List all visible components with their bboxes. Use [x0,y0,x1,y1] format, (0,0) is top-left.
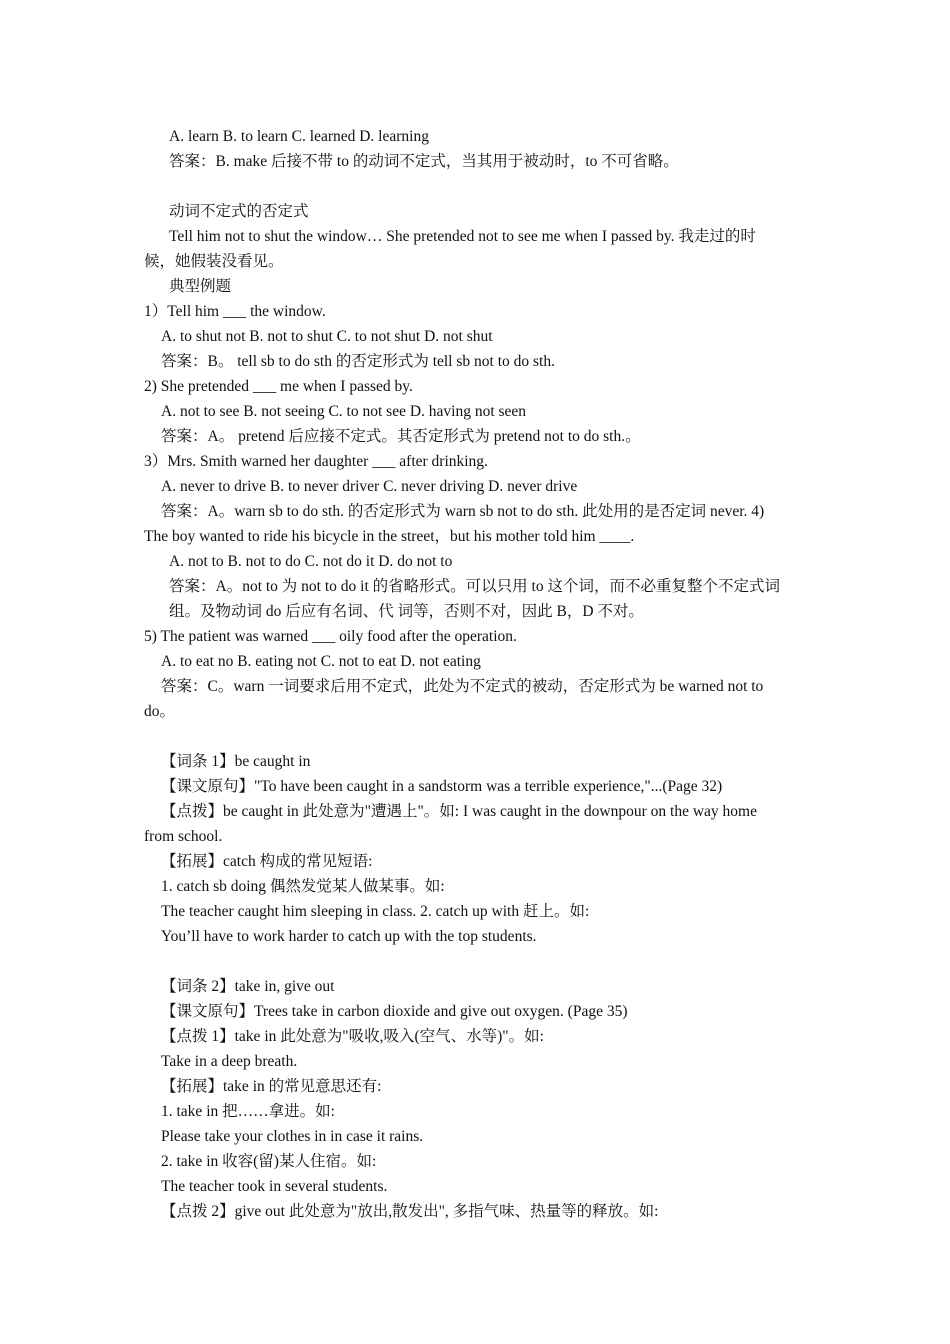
options-line: A. not to see B. not seeing C. to not see D. having not seen [161,403,527,420]
text-line: 答案：B. make 后接不带 to 的动词不定式，当其用于被动时，to 不可省略。 [169,153,679,170]
question-line: 5) The patient was warned ___ oily food after the operation. [144,628,517,645]
answer-line: 答案：C。warn 一词要求后用不定式，此处为不定式的被动，否定形式为 be warned not to [161,678,764,695]
text-line: Take in a deep breath. [161,1053,298,1070]
answer-line: do。 [144,703,176,720]
text-line: 【拓展】take in 的常见意思还有: [161,1078,382,1095]
text-line: from school. [144,828,223,845]
entry-heading: 【词条 1】be caught in [161,753,311,770]
section-heading: 动词不定式的否定式 [169,203,309,220]
text-line: A. learn B. to learn C. learned D. learning [169,128,429,145]
options-line: A. not to B. not to do C. not do it D. do not to [169,553,453,570]
answer-line: 答案：B。 tell sb to do sth 的否定形式为 tell sb not to do sth. [161,353,555,370]
text-line: 【点拨 1】take in 此处意为"吸收,吸入(空气、水等)"。如: [161,1028,544,1045]
question-line: 1）Tell him ___ the window. [144,303,326,320]
text-line: 【课文原句】Trees take in carbon dioxide and give out oxygen. (Page 35) [161,1003,628,1020]
text-line: Tell him not to shut the window… She pretended not to see me when I passed by. 我走过的时 [169,228,756,245]
options-line: A. never to drive B. to never driver C. never driving D. never drive [161,478,578,495]
text-line: 【课文原句】"To have been caught in a sandstorm was a terrible experience,"...(Page 32) [161,778,723,795]
question-line: 2) She pretended ___ me when I passed by. [144,378,413,395]
text-line: Please take your clothes in in case it rains. [161,1128,424,1145]
list-item: 1. catch sb doing 偶然发觉某人做某事。如: [161,878,445,895]
text-line: 候，她假装没看见。 [144,253,284,270]
list-item: 2. take in 收容(留)某人住宿。如: [161,1153,377,1170]
answer-line: 答案：A。warn sb to do sth. 的否定形式为 warn sb not to do sth. 此处用的是否定词 never. 4) [161,503,765,520]
answer-line: 答案：A。 pretend 后应接不定式。其否定形式为 pretend not to do sth.。 [161,428,641,445]
options-line: A. to shut not B. not to shut C. to not shut D. not shut [161,328,493,345]
text-line: The teacher took in several students. [161,1178,388,1195]
text-line: 【点拨】be caught in 此处意为"遭遇上"。如: I was caught in the downpour on the way home [161,803,757,820]
question-line: 3）Mrs. Smith warned her daughter ___ after drinking. [144,453,488,470]
text-line: 【点拨 2】give out 此处意为"放出,散发出", 多指气味、热量等的释放。如: [161,1203,659,1220]
question-line: The boy wanted to ride his bicycle in the street，but his mother told him ____. [144,528,635,545]
answer-line: 组。及物动词 do 后应有名词、代 词等，否则不对，因此 B，D 不对。 [169,603,644,620]
list-item: 1. take in 把……拿进。如: [161,1103,335,1120]
text-line: You’ll have to work harder to catch up with the top students. [161,928,537,945]
text-line: The teacher caught him sleeping in class. 2. catch up with 赶上。如: [161,903,590,920]
entry-heading: 【词条 2】take in, give out [161,978,335,995]
text-line: 【拓展】catch 构成的常见短语: [161,853,373,870]
answer-line: 答案：A。not to 为 not to do it 的省略形式。可以只用 to 这个词，而不必重复整个不定式词 [169,578,780,595]
options-line: A. to eat no B. eating not C. not to eat D. not eating [161,653,481,670]
section-heading: 典型例题 [169,278,232,295]
